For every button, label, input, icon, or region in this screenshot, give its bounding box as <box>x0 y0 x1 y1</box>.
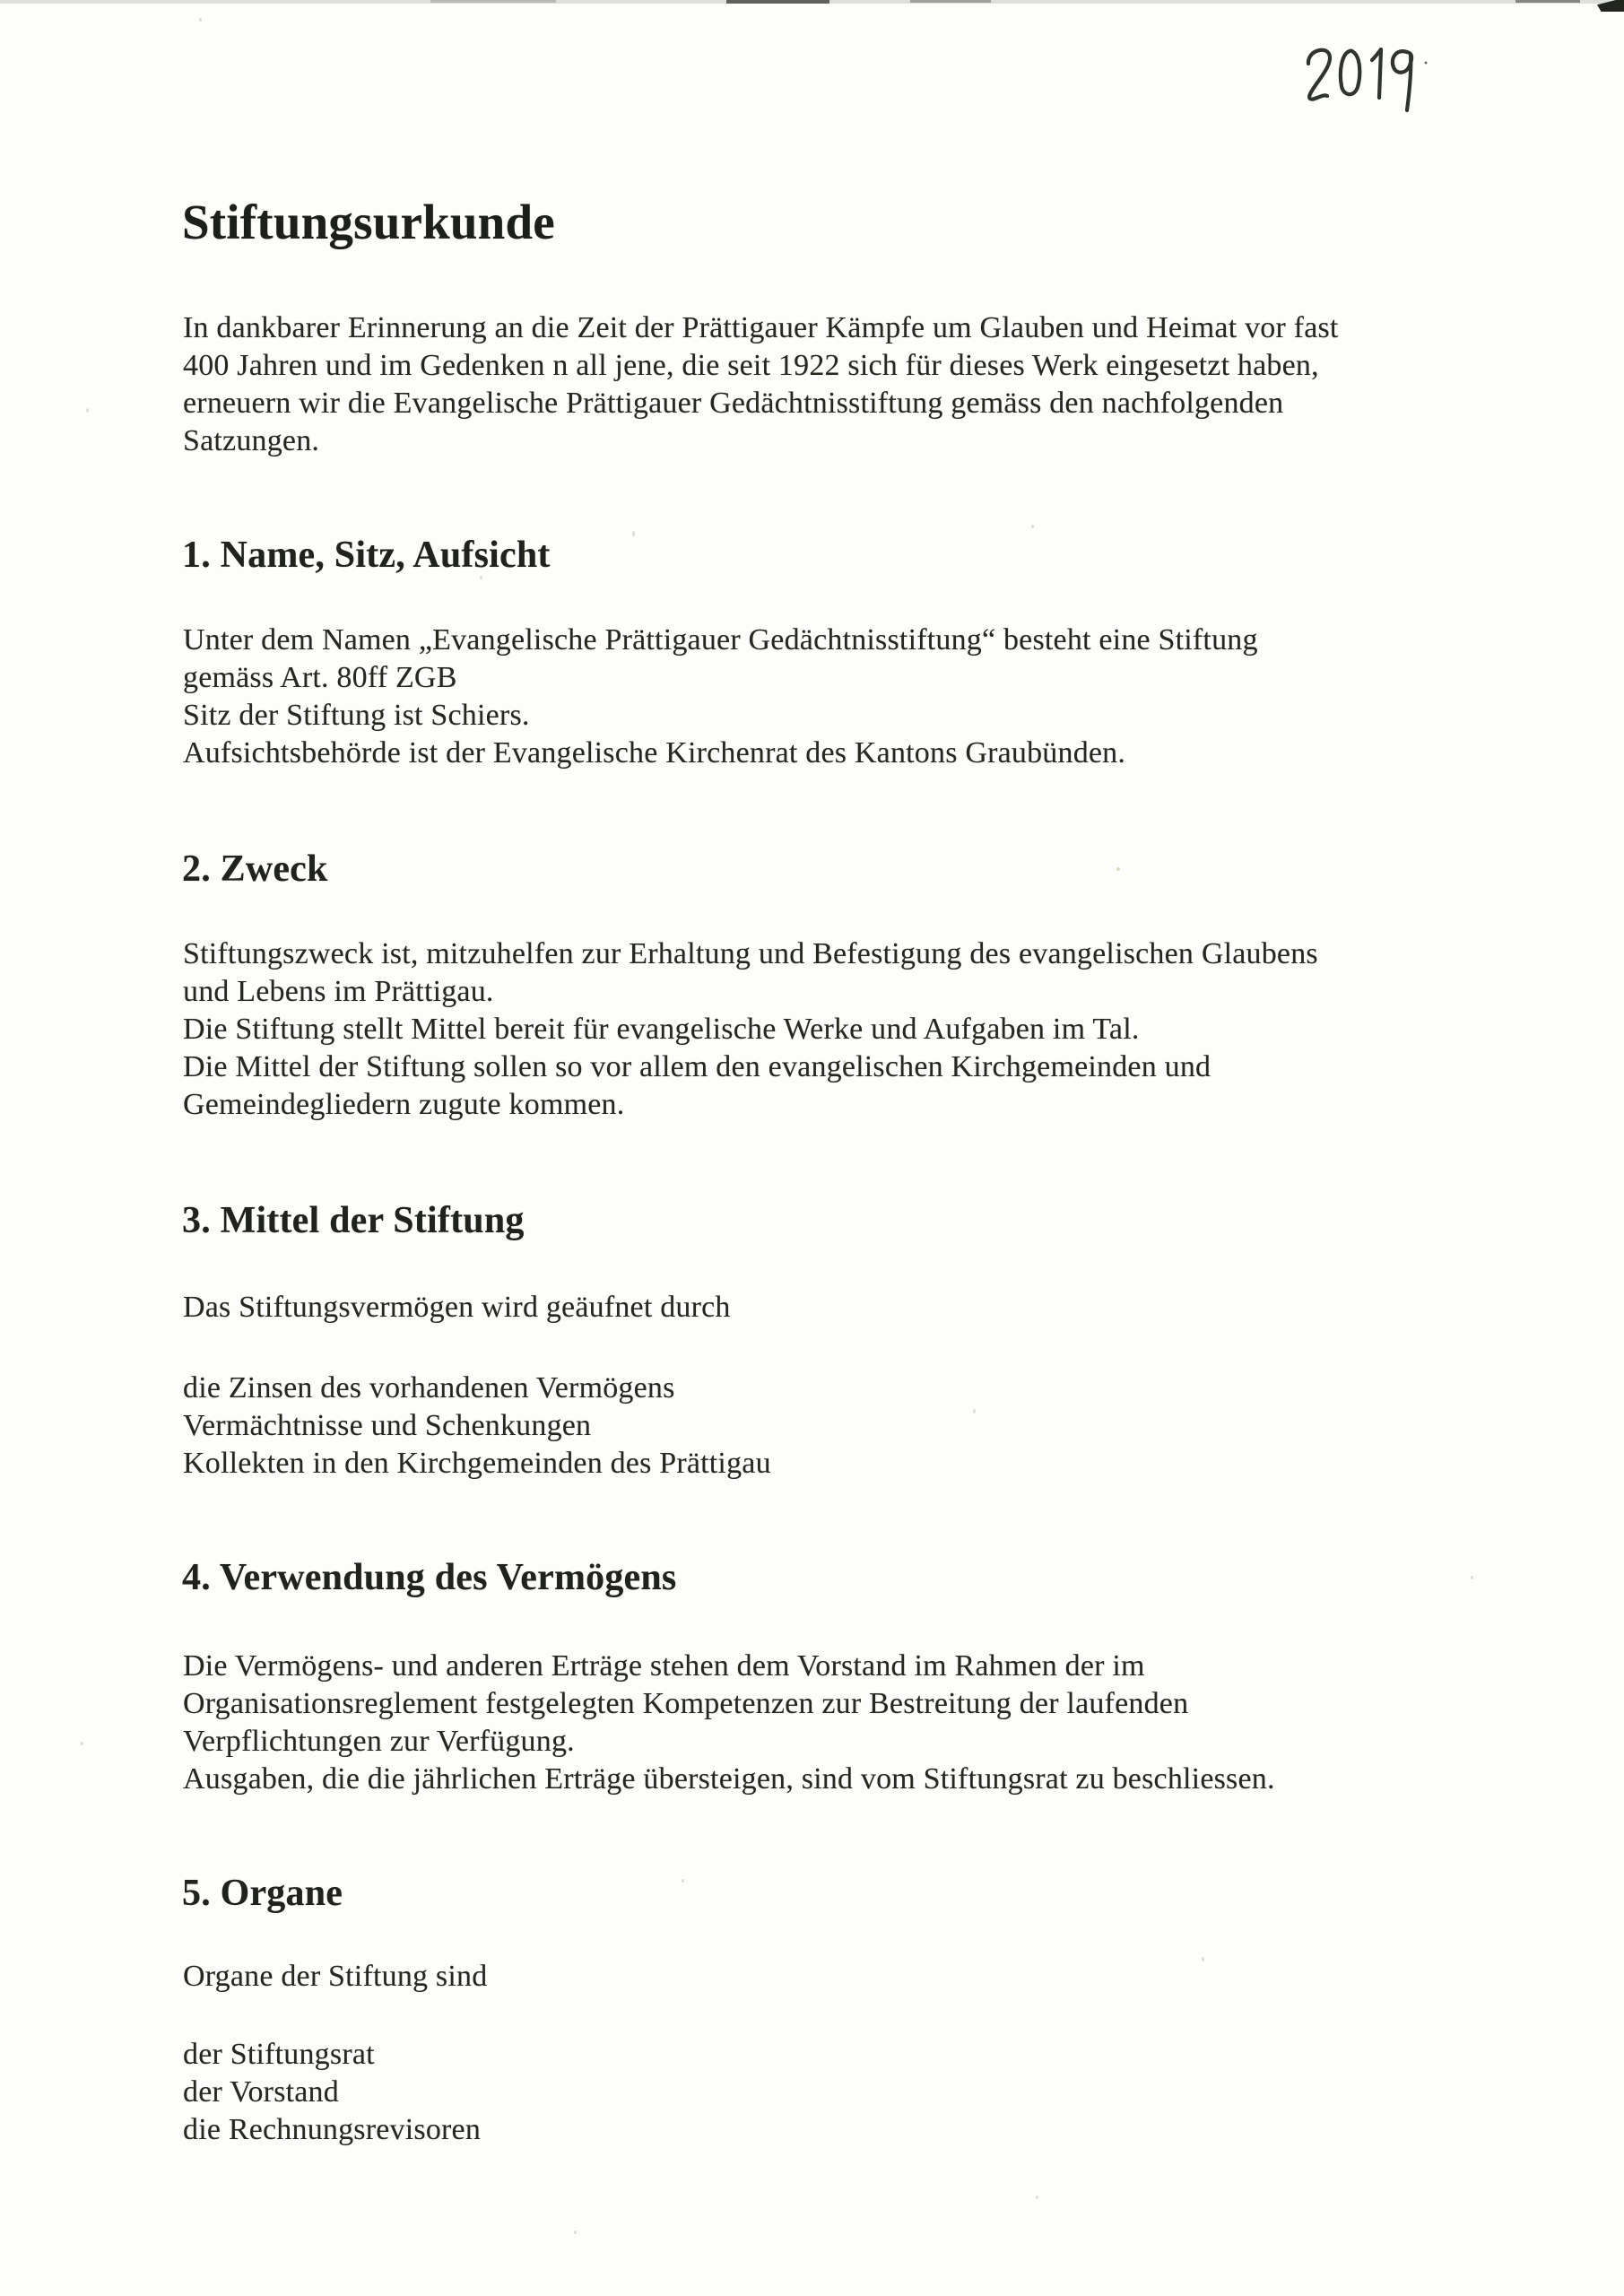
scan-edge-segment <box>430 0 556 3</box>
text-line: Aufsichtsbehörde ist der Evangelische Kirchenrat des Kantons Graubünden. <box>183 736 1126 770</box>
section-heading-5: 5. Organe <box>182 1873 343 1914</box>
text-line: Stiftungszweck ist, mitzuhelfen zur Erhaltung und Befestigung des evangelischen Glaubens <box>183 937 1318 970</box>
scan-speck <box>1036 2196 1038 2199</box>
section-3-list <box>183 1370 771 1483</box>
section-4-paragraph <box>183 1648 1275 1798</box>
text-line: erneuern wir die Evangelische Prättigauer Gedächtnisstiftung gemäss den nachfolgenden <box>183 387 1284 420</box>
scan-speck <box>574 2231 577 2234</box>
scan-edge-segment <box>1515 0 1580 3</box>
text-line: In dankbarer Erinnerung an die Zeit der Prättigauer Kämpfe um Glauben und Heimat vor fast <box>183 311 1339 344</box>
text-line: Organe der Stiftung sind <box>183 1960 488 1993</box>
scan-speck <box>682 1879 684 1883</box>
section-heading-3: 3. Mittel der Stiftung <box>182 1200 525 1241</box>
handwritten-year-annotation <box>1302 45 1432 115</box>
section-5-list <box>183 2036 481 2149</box>
scan-speck <box>86 408 89 413</box>
section-5-paragraph <box>183 1958 487 1996</box>
text-line: Organisationsreglement festgelegten Kompetenzen zur Bestreitung der laufenden <box>183 1687 1189 1720</box>
list-item: Vermächtnisse und Schenkungen <box>183 1409 592 1442</box>
section-heading-1: 1. Name, Sitz, Aufsicht <box>182 535 551 576</box>
text-line: Satzungen. <box>183 424 320 457</box>
list-item: der Stiftungsrat <box>183 2038 375 2071</box>
pen-dot <box>1425 62 1428 65</box>
digit-2-stroke <box>1308 50 1330 100</box>
scan-speck <box>81 1742 83 1745</box>
list-item: die Rechnungsrevisoren <box>183 2113 482 2146</box>
scan-edge-segment <box>726 0 829 4</box>
text-line: 400 Jahren und im Gedenken n all jene, die seit 1922 sich für dieses Werk eingesetzt haben, <box>183 349 1319 382</box>
text-line: Sitz der Stiftung ist Schiers. <box>183 699 530 732</box>
scan-speck <box>1031 525 1034 528</box>
scan-speck <box>199 18 202 22</box>
text-line: und Lebens im Prättigau. <box>183 975 494 1008</box>
text-line: Gemeindegliedern zugute kommen. <box>183 1088 625 1121</box>
section-heading-2: 2. Zweck <box>182 848 328 890</box>
scan-speck <box>1116 867 1120 871</box>
digit-1-stroke <box>1372 49 1381 98</box>
document-title: Stiftungsurkunde <box>182 195 555 249</box>
text-line: gemäss Art. 80ff ZGB <box>183 661 457 694</box>
text-line: Verpflichtungen zur Verfügung. <box>183 1725 575 1758</box>
scan-speck <box>632 531 635 536</box>
scan-edge-segment <box>910 0 991 3</box>
scan-speck <box>973 1409 976 1413</box>
text-line: Unter dem Namen „Evangelische Prättigauer Gedächtnisstiftung“ besteht eine Stiftung <box>183 623 1258 657</box>
section-2-paragraph <box>183 935 1318 1124</box>
text-line: Ausgaben, die die jährlichen Erträge übersteigen, sind vom Stiftungsrat zu beschliessen. <box>183 1762 1275 1796</box>
text-line: Die Mittel der Stiftung sollen so vor allem den evangelischen Kirchgemeinden und <box>183 1050 1211 1083</box>
list-item: Kollekten in den Kirchgemeinden des Prättigau <box>183 1447 771 1480</box>
text-line: Die Stiftung stellt Mittel bereit für evangelische Werke und Aufgaben im Tal. <box>183 1013 1140 1046</box>
list-item: der Vorstand <box>183 2075 339 2109</box>
intro-paragraph <box>183 309 1339 460</box>
text-line: Das Stiftungsvermögen wird geäufnet durch <box>183 1291 731 1324</box>
scan-speck <box>1471 1576 1473 1579</box>
scan-speck <box>1202 1957 1204 1961</box>
section-1-paragraph <box>183 622 1258 772</box>
list-item: die Zinsen des vorhandenen Vermögens <box>183 1371 675 1405</box>
scan-edge-artifact <box>0 0 1624 4</box>
section-heading-4: 4. Verwendung des Vermögens <box>182 1557 677 1598</box>
text-line: Die Vermögens- und anderen Erträge stehen dem Vorstand im Rahmen der im <box>183 1649 1145 1683</box>
section-3-paragraph <box>183 1289 731 1326</box>
digit-0-stroke <box>1341 51 1359 95</box>
